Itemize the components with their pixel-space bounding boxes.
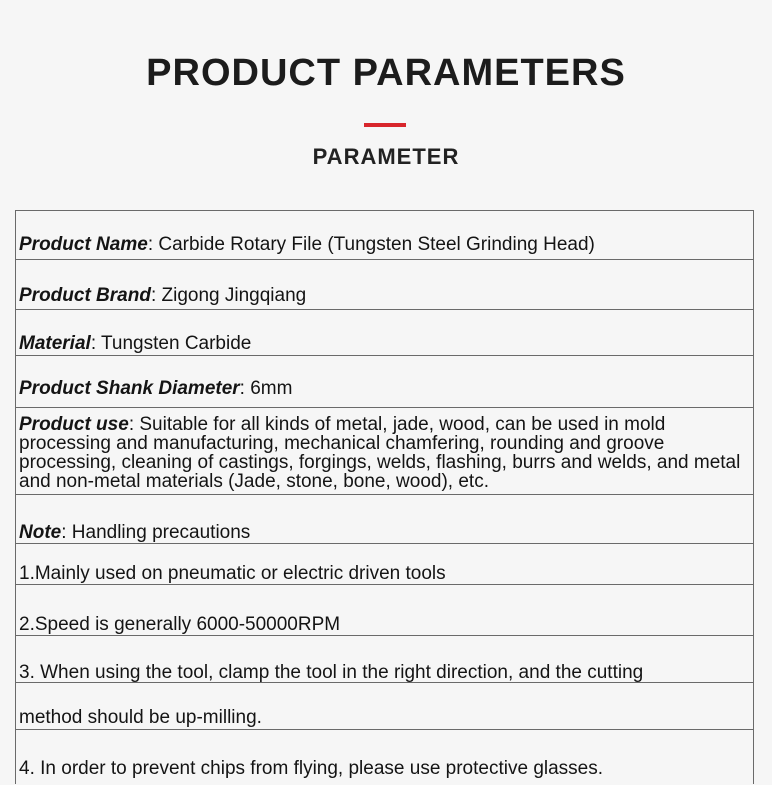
parameter-table <box>15 210 754 784</box>
param-row-product-name <box>16 211 753 260</box>
param-value: : Carbide Rotary File (Tungsten Steel Grinding Head) <box>147 234 595 255</box>
note-text: 1.Mainly used on pneumatic or electric driven tools <box>19 563 446 584</box>
param-text <box>19 523 747 542</box>
param-text <box>19 415 747 491</box>
param-value: : Suitable for all kinds of metal, jade, wood, can be used in mold processing and manufacturing, mechanical chamfering, rounding and groove processing, cleaning of castings, forgings, welds, flashing, burrs and welds, and metal and non-metal materials (Jade, stone, bone, wood), etc. <box>19 414 741 492</box>
note-text: 4. In order to prevent chips from flying, please use protective glasses. <box>19 758 604 779</box>
note-row <box>16 585 753 636</box>
param-text <box>19 235 747 254</box>
param-text <box>19 379 747 398</box>
note-text: method should be up-milling. <box>19 707 262 728</box>
param-key: Product Name <box>19 234 148 255</box>
param-text <box>19 286 747 305</box>
note-row <box>16 730 753 785</box>
param-key: Product Shank Diameter <box>19 378 240 399</box>
param-key: Material <box>19 333 91 354</box>
param-value: : 6mm <box>239 378 293 399</box>
param-text <box>19 334 747 353</box>
note-row <box>16 636 753 683</box>
section-subtitle: PARAMETER <box>312 144 460 169</box>
param-row-shank-diameter <box>16 356 753 408</box>
param-key: Product use <box>19 414 129 435</box>
param-key: Note <box>19 522 62 543</box>
param-row-note <box>16 495 753 544</box>
param-value: : Zigong Jingqiang <box>150 285 307 306</box>
param-row-product-brand <box>16 260 753 310</box>
note-text: 2.Speed is generally 6000-50000RPM <box>19 614 341 635</box>
param-value: : Handling precautions <box>61 522 251 543</box>
param-key: Product Brand <box>19 285 151 306</box>
param-row-product-use <box>16 408 753 495</box>
note-text: 3. When using the tool, clamp the tool in the right direction, and the cutting <box>19 662 644 683</box>
param-value: : Tungsten Carbide <box>90 333 252 354</box>
page-title: PRODUCT PARAMETERS <box>146 52 626 94</box>
title-accent-bar <box>364 123 406 127</box>
note-row <box>16 683 753 730</box>
note-row <box>16 544 753 585</box>
param-row-material <box>16 310 753 356</box>
